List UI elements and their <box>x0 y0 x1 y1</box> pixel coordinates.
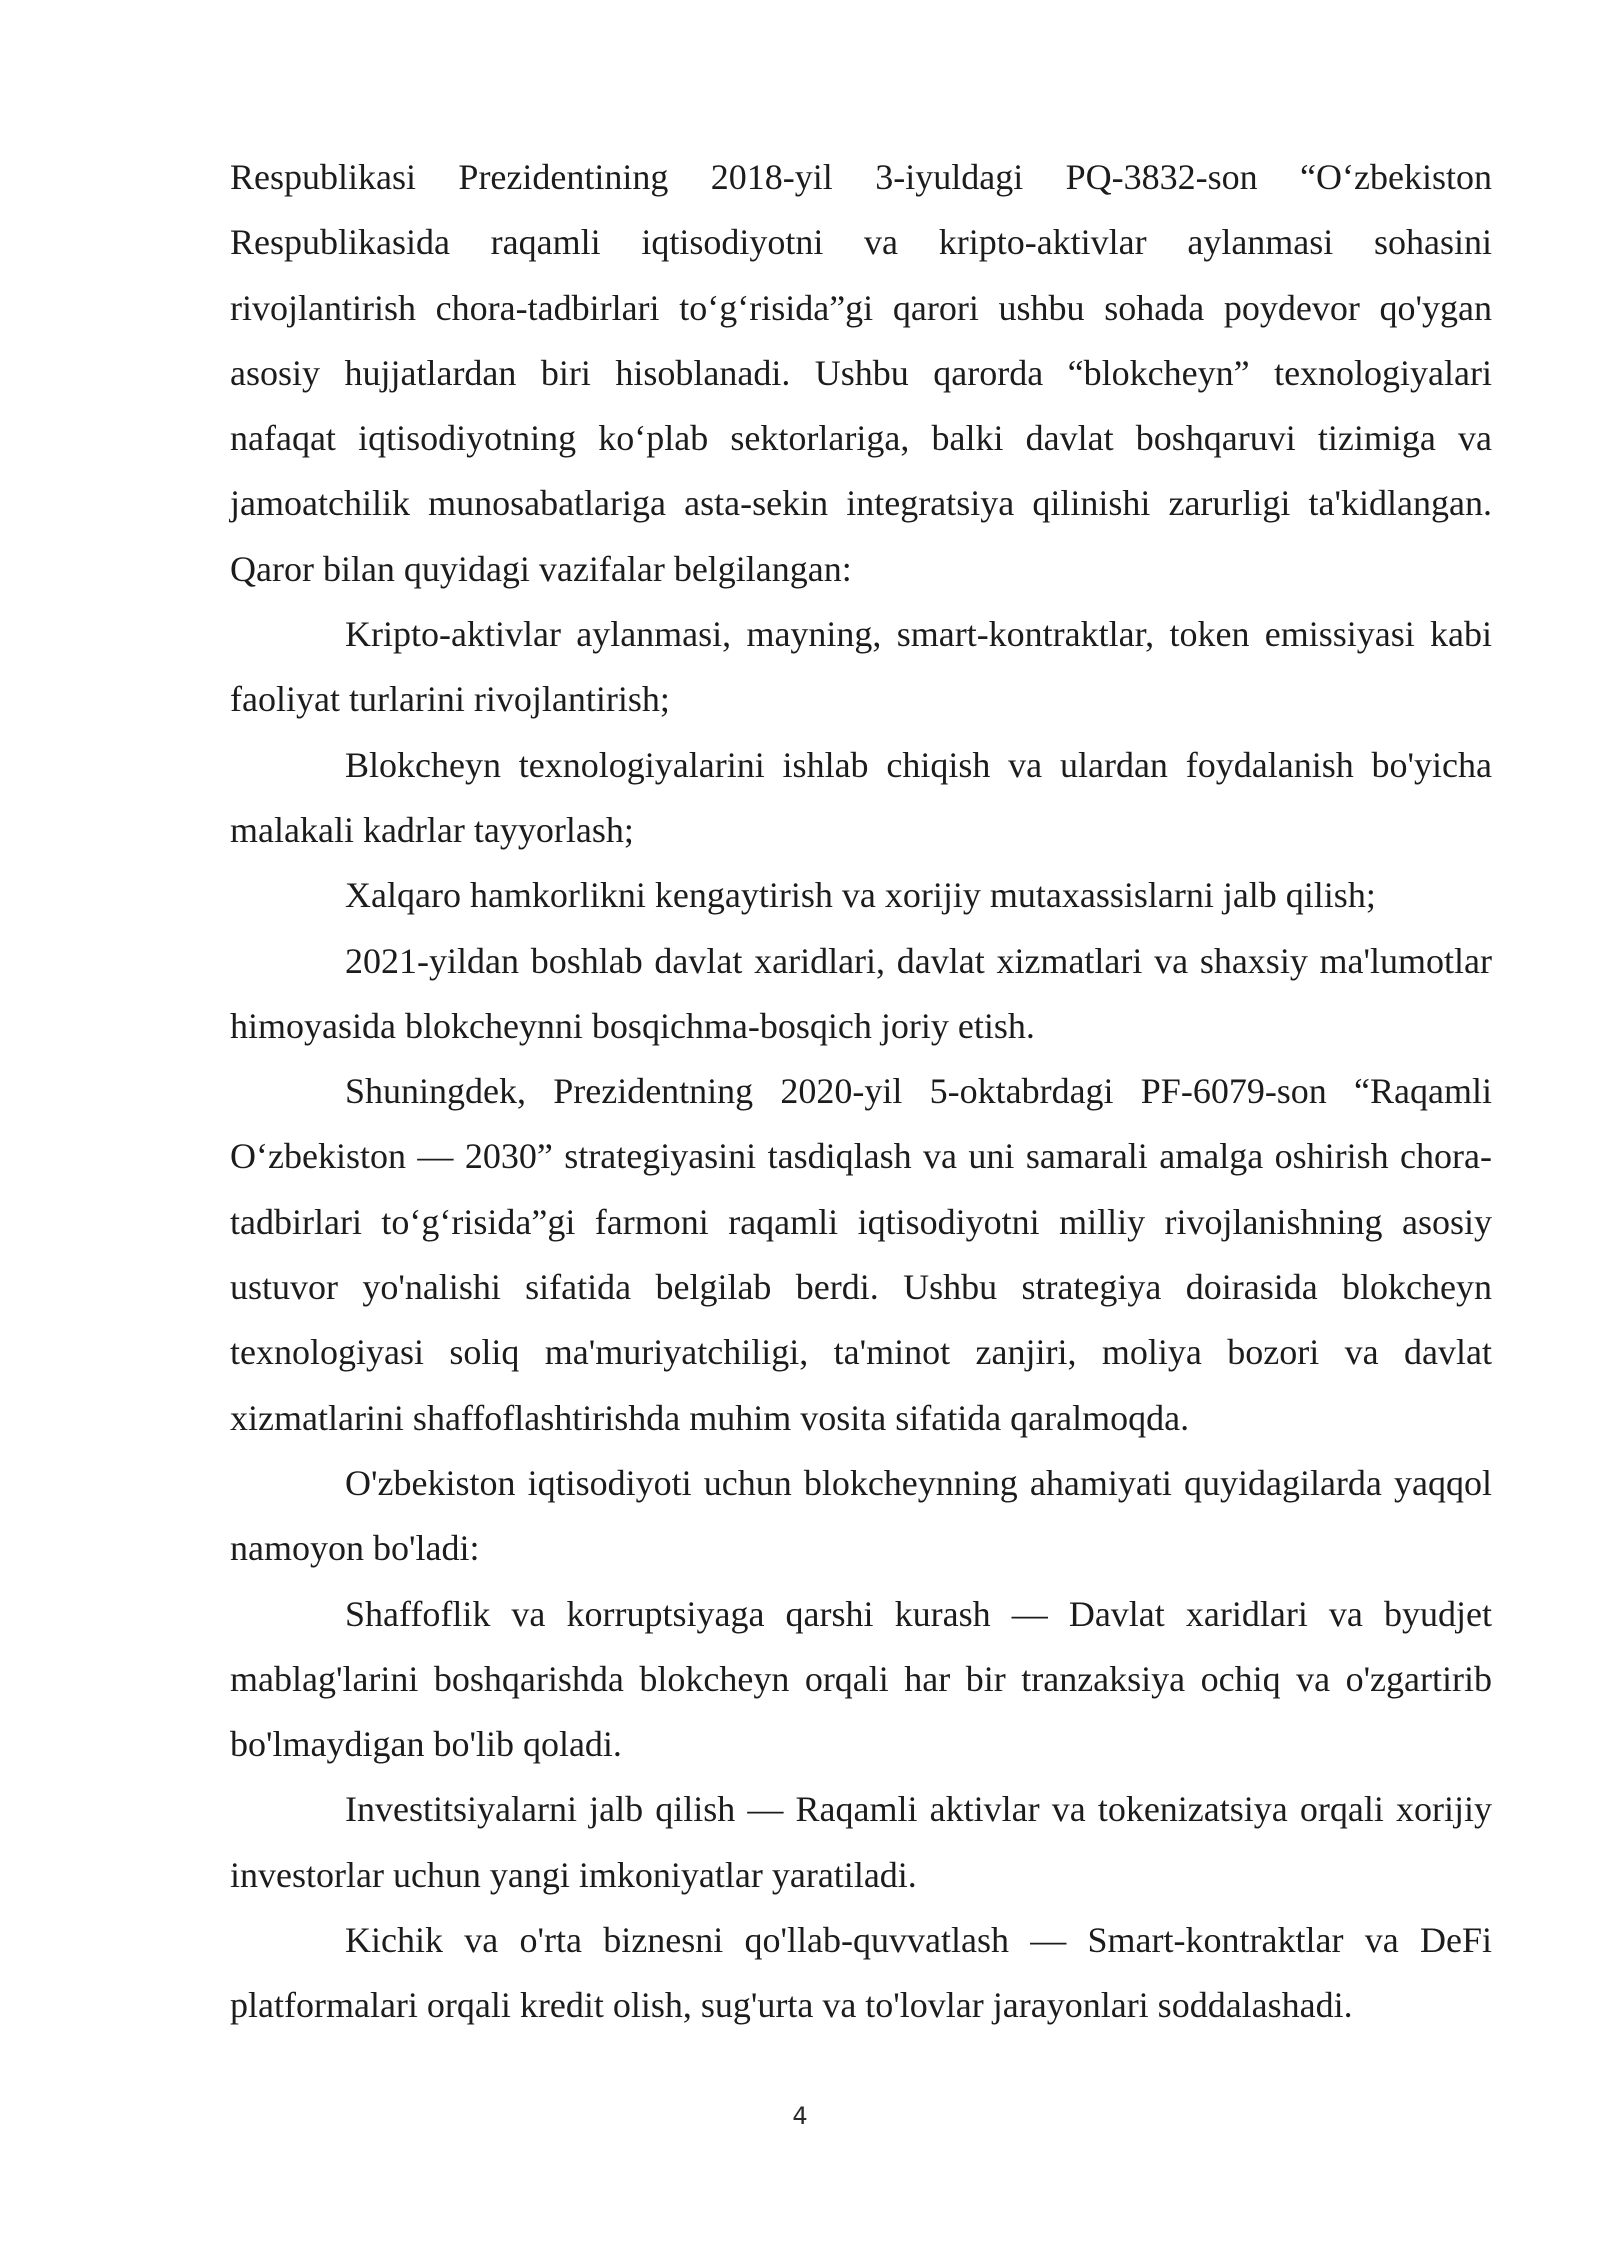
paragraph-task-public-procurement: 2021-yildan boshlab davlat xaridlari, davlat xizmatlari va shaxsiy ma'lumotlar himoyasida blokcheynni bosqichma-bosqich joriy etish. <box>230 940 1492 1046</box>
paragraph-small-business: Kichik va o'rta biznesni qo'llab-quvvatlash — Smart-kontraktlar va DeFi platformalari orqali kredit olish, sug'urta va to'lovlar jarayonlari soddalashadi. <box>230 1920 1492 2026</box>
page-body-text <box>230 145 1492 2039</box>
paragraph-task-international-cooperation: Xalqaro hamkorlikni kengaytirish va xorijiy mutaxassislarni jalb qilish; <box>345 875 1376 916</box>
paragraph-blockchain-importance: O'zbekiston iqtisodiyoti uchun blokcheynning ahamiyati quyidagilarda yaqqol namoyon bo'ladi: <box>230 1462 1492 1569</box>
page-number: 4 <box>792 2102 808 2130</box>
paragraph-task-crypto-assets: Kripto-aktivlar aylanmasi, mayning, smart-kontraktlar, token emissiyasi kabi faoliyat turlarini rivojlantirish; <box>230 614 1492 720</box>
paragraph-decree-pq-3832: Respublikasi Prezidentining 2018-yil 3-iyuldagi PQ-3832-son “O‘zbekiston Respublikasida raqamli iqtisodiyotni va kripto-aktivlar aylanmasi sohasini rivojlantirish chora-tadbirlari to‘g‘risida”gi qarori ushbu sohada poydevor qo'ygan asosiy hujjatlardan biri hisoblanadi. Ushbu qarorda “blokcheyn” texnologiyalari nafaqat iqtisodiyotning ko‘plab sektorlariga, balki davlat boshqaruvi tizimiga va jamoatchilik munosabatlariga asta-sekin integratsiya qilinishi zarurligi ta'kidlangan. Qaror bilan quyidagi vazifalar belgilangan: <box>230 157 1492 589</box>
paragraph-investments: Investitsiyalarni jalb qilish — Raqamli aktivlar va tokenizatsiya orqali xorijiy investorlar uchun yangi imkoniyatlar yaratiladi. <box>230 1789 1492 1895</box>
paragraph-task-blockchain-staff: Blokcheyn texnologiyalarini ishlab chiqish va ulardan foydalanish bo'yicha malakali kadrlar tayyorlash; <box>230 744 1492 850</box>
paragraph-transparency: Shaffoflik va korruptsiyaga qarshi kurash — Davlat xaridlari va byudjet mablag'larini boshqarishda blokcheyn orqali har bir tranzaksiya ochiq va o'zgartirib bo'lmaydigan bo'lib qoladi. <box>230 1593 1492 1765</box>
paragraph-decree-pf-6079: Shuningdek, Prezidentning 2020-yil 5-oktabrdagi PF-6079-son “Raqamli O‘zbekiston — 2030” strategiyasini tasdiqlash va uni samarali amalga oshirish chora-tadbirlari to‘g‘risida”gi farmoni raqamli iqtisodiyotni milliy rivojlanishning asosiy ustuvor yo'nalishi sifatida belgilab berdi. Ushbu strategiya doirasida blokcheyn texnologiyasi soliq ma'muriyatchiligi, ta'minot zanjiri, moliya bozori va davlat xizmatlarini shaffoflashtirishda muhim vosita sifatida qaralmoqda. <box>230 1071 1492 1438</box>
